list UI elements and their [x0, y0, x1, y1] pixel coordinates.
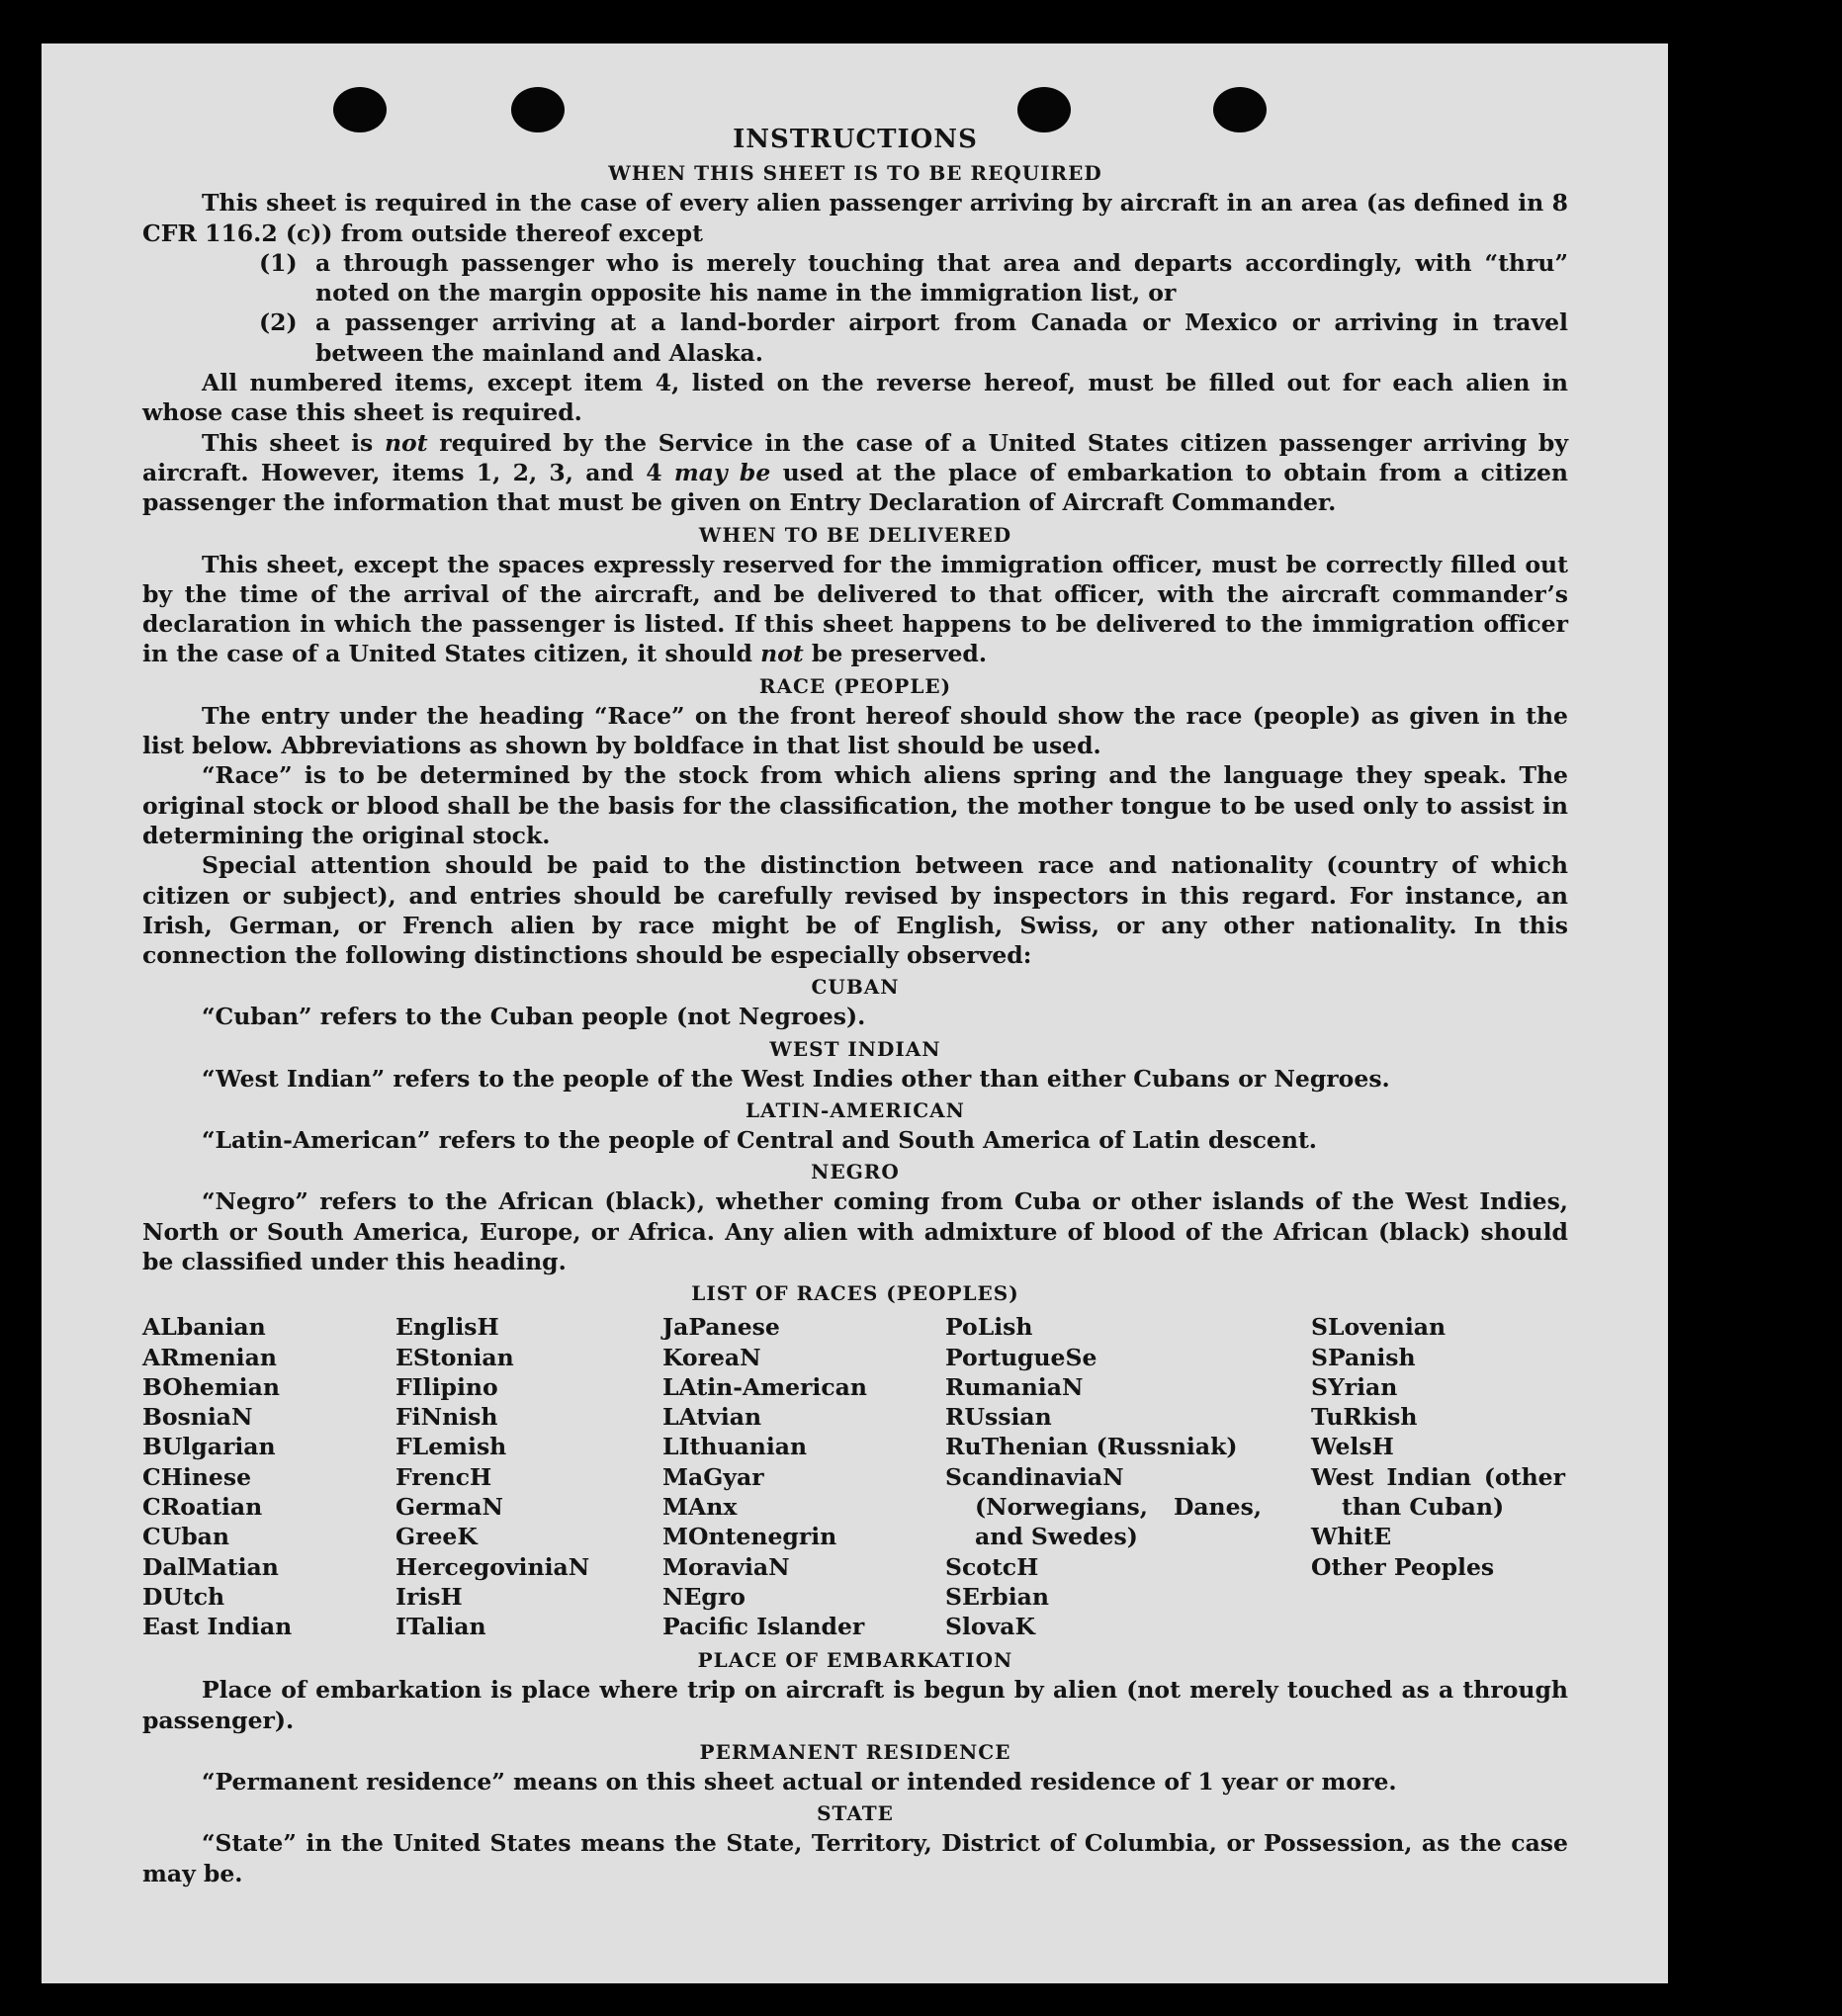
- race-item: FiNnish: [395, 1403, 498, 1432]
- race-item: WelsH: [1311, 1433, 1394, 1461]
- heading-west-indian: WEST INDIAN: [769, 1036, 941, 1061]
- exception-item-2: (2) a passenger arriving at a land-border airport from Canada or Mexico or arriving in travel between the mainland and Alaska.: [259, 308, 1568, 367]
- race-item: JaPanese: [662, 1313, 780, 1342]
- race-item: MAnx: [662, 1492, 738, 1521]
- races-list: [142, 1312, 1568, 1641]
- heading-when-required: WHEN THIS SHEET IS TO BE REQUIRED: [608, 161, 1102, 186]
- embarkation-text: Place of embarkation is place where trip on aircraft is begun by alien (not merely touched as a through passenger).: [142, 1676, 1568, 1734]
- race-paragraph-2: “Race” is to be determined by the stock from which aliens spring and the language they speak. The original stock or blood shall be the basis for the classification, the mother tongue to be used only to assist in determining the original stock.: [142, 761, 1568, 849]
- race-item: GermaN: [395, 1492, 503, 1521]
- race-item: TuRkish: [1311, 1403, 1418, 1432]
- heading-permanent-residence: PERMANENT RESIDENCE: [699, 1740, 1011, 1765]
- race-item: DUtch: [142, 1582, 225, 1611]
- latin-american-text: “Latin-American” refers to the people of Central and South America of Latin descent.: [202, 1126, 1317, 1155]
- heading-list-of-races: LIST OF RACES (PEOPLES): [691, 1281, 1019, 1306]
- race-item: Other Peoples: [1311, 1552, 1495, 1581]
- delivery-paragraph: This sheet, except the spaces expressly reserved for the immigration officer, must be correctly filled out by the time of the arrival of the aircraft, and be delivered to that officer, with the aircraft commander’s declaration in which the passenger is listed. If this sheet happens to be delivered to the immigration officer in the case of a United States citizen, it should not be preserved.: [142, 550, 1568, 668]
- race-item: EnglisH: [395, 1313, 499, 1342]
- page-title: INSTRUCTIONS: [733, 125, 978, 154]
- races-column-2: [395, 1312, 662, 1641]
- race-paragraph-3: Special attention should be paid to the distinction between race and nationality (country of which citizen or subject), and entries should be carefully revised by inspectors in this regard. For instance, an Irish, German, or French alien by race might be of English, Swiss, or any other nationality. In this connection the following distinctions should be especially observed:: [142, 851, 1568, 970]
- heading-race: RACE (PEOPLE): [758, 673, 952, 698]
- residence-text: “Permanent residence” means on this sheet actual or intended residence of 1 year or more.: [202, 1768, 1397, 1797]
- race-item: NEgro: [662, 1582, 746, 1611]
- race-item: GreeK: [395, 1523, 478, 1551]
- race-item: East Indian: [142, 1613, 293, 1641]
- citizen-paragraph: This sheet is not required by the Service in the case of a United States citizen passenger arriving by aircraft. However, items 1, 2, 3, and 4 may be used at the place of embarkation to obtain from a citizen passenger the information that must be given on Entry Declaration of Aircraft Commander.: [142, 428, 1569, 517]
- race-item: RUssian: [945, 1403, 1052, 1432]
- races-column-3: [662, 1312, 945, 1641]
- race-item: FLemish: [395, 1433, 507, 1461]
- race-item: ARmenian: [142, 1343, 277, 1371]
- heading-embarkation: PLACE OF EMBARKATION: [697, 1648, 1013, 1673]
- race-item: LIthuanian: [662, 1433, 808, 1461]
- race-item: MOntenegrin: [662, 1523, 837, 1551]
- race-item: SlovaK: [945, 1613, 1035, 1641]
- heading-when-delivered: WHEN TO BE DELIVERED: [698, 522, 1012, 547]
- race-item: LAtvian: [662, 1403, 762, 1432]
- race-item: CHinese: [142, 1462, 252, 1491]
- race-item: ALbanian: [142, 1313, 266, 1342]
- race-item: IrisH: [395, 1582, 463, 1611]
- races-column-5: [1311, 1312, 1568, 1641]
- race-item: PortugueSe: [945, 1343, 1097, 1371]
- numbered-items-paragraph: All numbered items, except item 4, listed on the reverse hereof, must be filled out for each alien in whose case this sheet is required.: [142, 369, 1568, 427]
- race-item: SYrian: [1311, 1372, 1398, 1401]
- race-item: SLovenian: [1311, 1313, 1447, 1342]
- races-column-4: [945, 1312, 1311, 1641]
- instructions-body: [142, 125, 1568, 1888]
- cuban-text: “Cuban” refers to the Cuban people (not Negroes).: [202, 1003, 866, 1031]
- race-paragraph-1: The entry under the heading “Race” on the front hereof should show the race (people) as given in the list below. Abbreviations as shown by boldface in that list should be used.: [142, 701, 1568, 760]
- race-item: SErbian: [945, 1582, 1049, 1611]
- race-item: MaGyar: [662, 1462, 764, 1491]
- race-item: WhitE: [1311, 1523, 1392, 1551]
- race-item: EStonian: [395, 1343, 514, 1371]
- race-item: KoreaN: [662, 1343, 761, 1371]
- race-item: FIlipino: [395, 1372, 498, 1401]
- race-item: RuThenian (Russniak): [945, 1433, 1238, 1461]
- document-page: [42, 44, 1668, 1983]
- heading-state: STATE: [817, 1801, 894, 1826]
- race-item: PoLish: [945, 1313, 1033, 1342]
- required-intro: This sheet is required in the case of every alien passenger arriving by aircraft in an area (as defined in 8 CFR 116.2 (c)) from outside thereof except: [142, 189, 1568, 247]
- race-item: ScandinaviaN (Norwegians, Danes, and Swedes): [945, 1462, 1262, 1551]
- race-item: BOhemian: [142, 1372, 280, 1401]
- race-item: CRoatian: [142, 1492, 263, 1521]
- heading-cuban: CUBAN: [811, 975, 900, 1000]
- heading-negro: NEGRO: [811, 1160, 900, 1184]
- race-item: DalMatian: [142, 1552, 279, 1581]
- race-item: BosniaN: [142, 1403, 253, 1432]
- negro-text: “Negro” refers to the African (black), whether coming from Cuba or other islands of the West Indies, North or South America, Europe, or Africa. Any alien with admixture of blood of the African (black) should be classified under this heading.: [142, 1187, 1568, 1275]
- race-item: SPanish: [1311, 1343, 1416, 1371]
- race-item: HercegoviniaN: [395, 1552, 590, 1581]
- race-item: FrencH: [395, 1462, 492, 1491]
- race-item: BUlgarian: [142, 1433, 276, 1461]
- race-item: ScotcH: [945, 1552, 1039, 1581]
- race-item: RumaniaN: [945, 1372, 1084, 1401]
- race-item: CUban: [142, 1523, 229, 1551]
- race-item: ITalian: [395, 1613, 486, 1641]
- race-item: Pacific Islander: [662, 1613, 865, 1641]
- exception-item-1: (1) a through passenger who is merely touching that area and departs accordingly, with “thru” noted on the margin opposite his name in the immigration list, or: [259, 248, 1568, 307]
- race-item: LAtin-American: [662, 1372, 867, 1401]
- west-indian-text: “West Indian” refers to the people of the West Indies other than either Cubans or Negroes.: [202, 1064, 1390, 1093]
- races-column-1: [142, 1312, 395, 1641]
- race-item: MoraviaN: [662, 1552, 790, 1581]
- state-text: “State” in the United States means the State, Territory, District of Columbia, or Possession, as the case may be.: [142, 1829, 1568, 1887]
- heading-latin-american: LATIN-AMERICAN: [746, 1098, 965, 1123]
- race-item: West Indian (other than Cuban): [1311, 1462, 1565, 1521]
